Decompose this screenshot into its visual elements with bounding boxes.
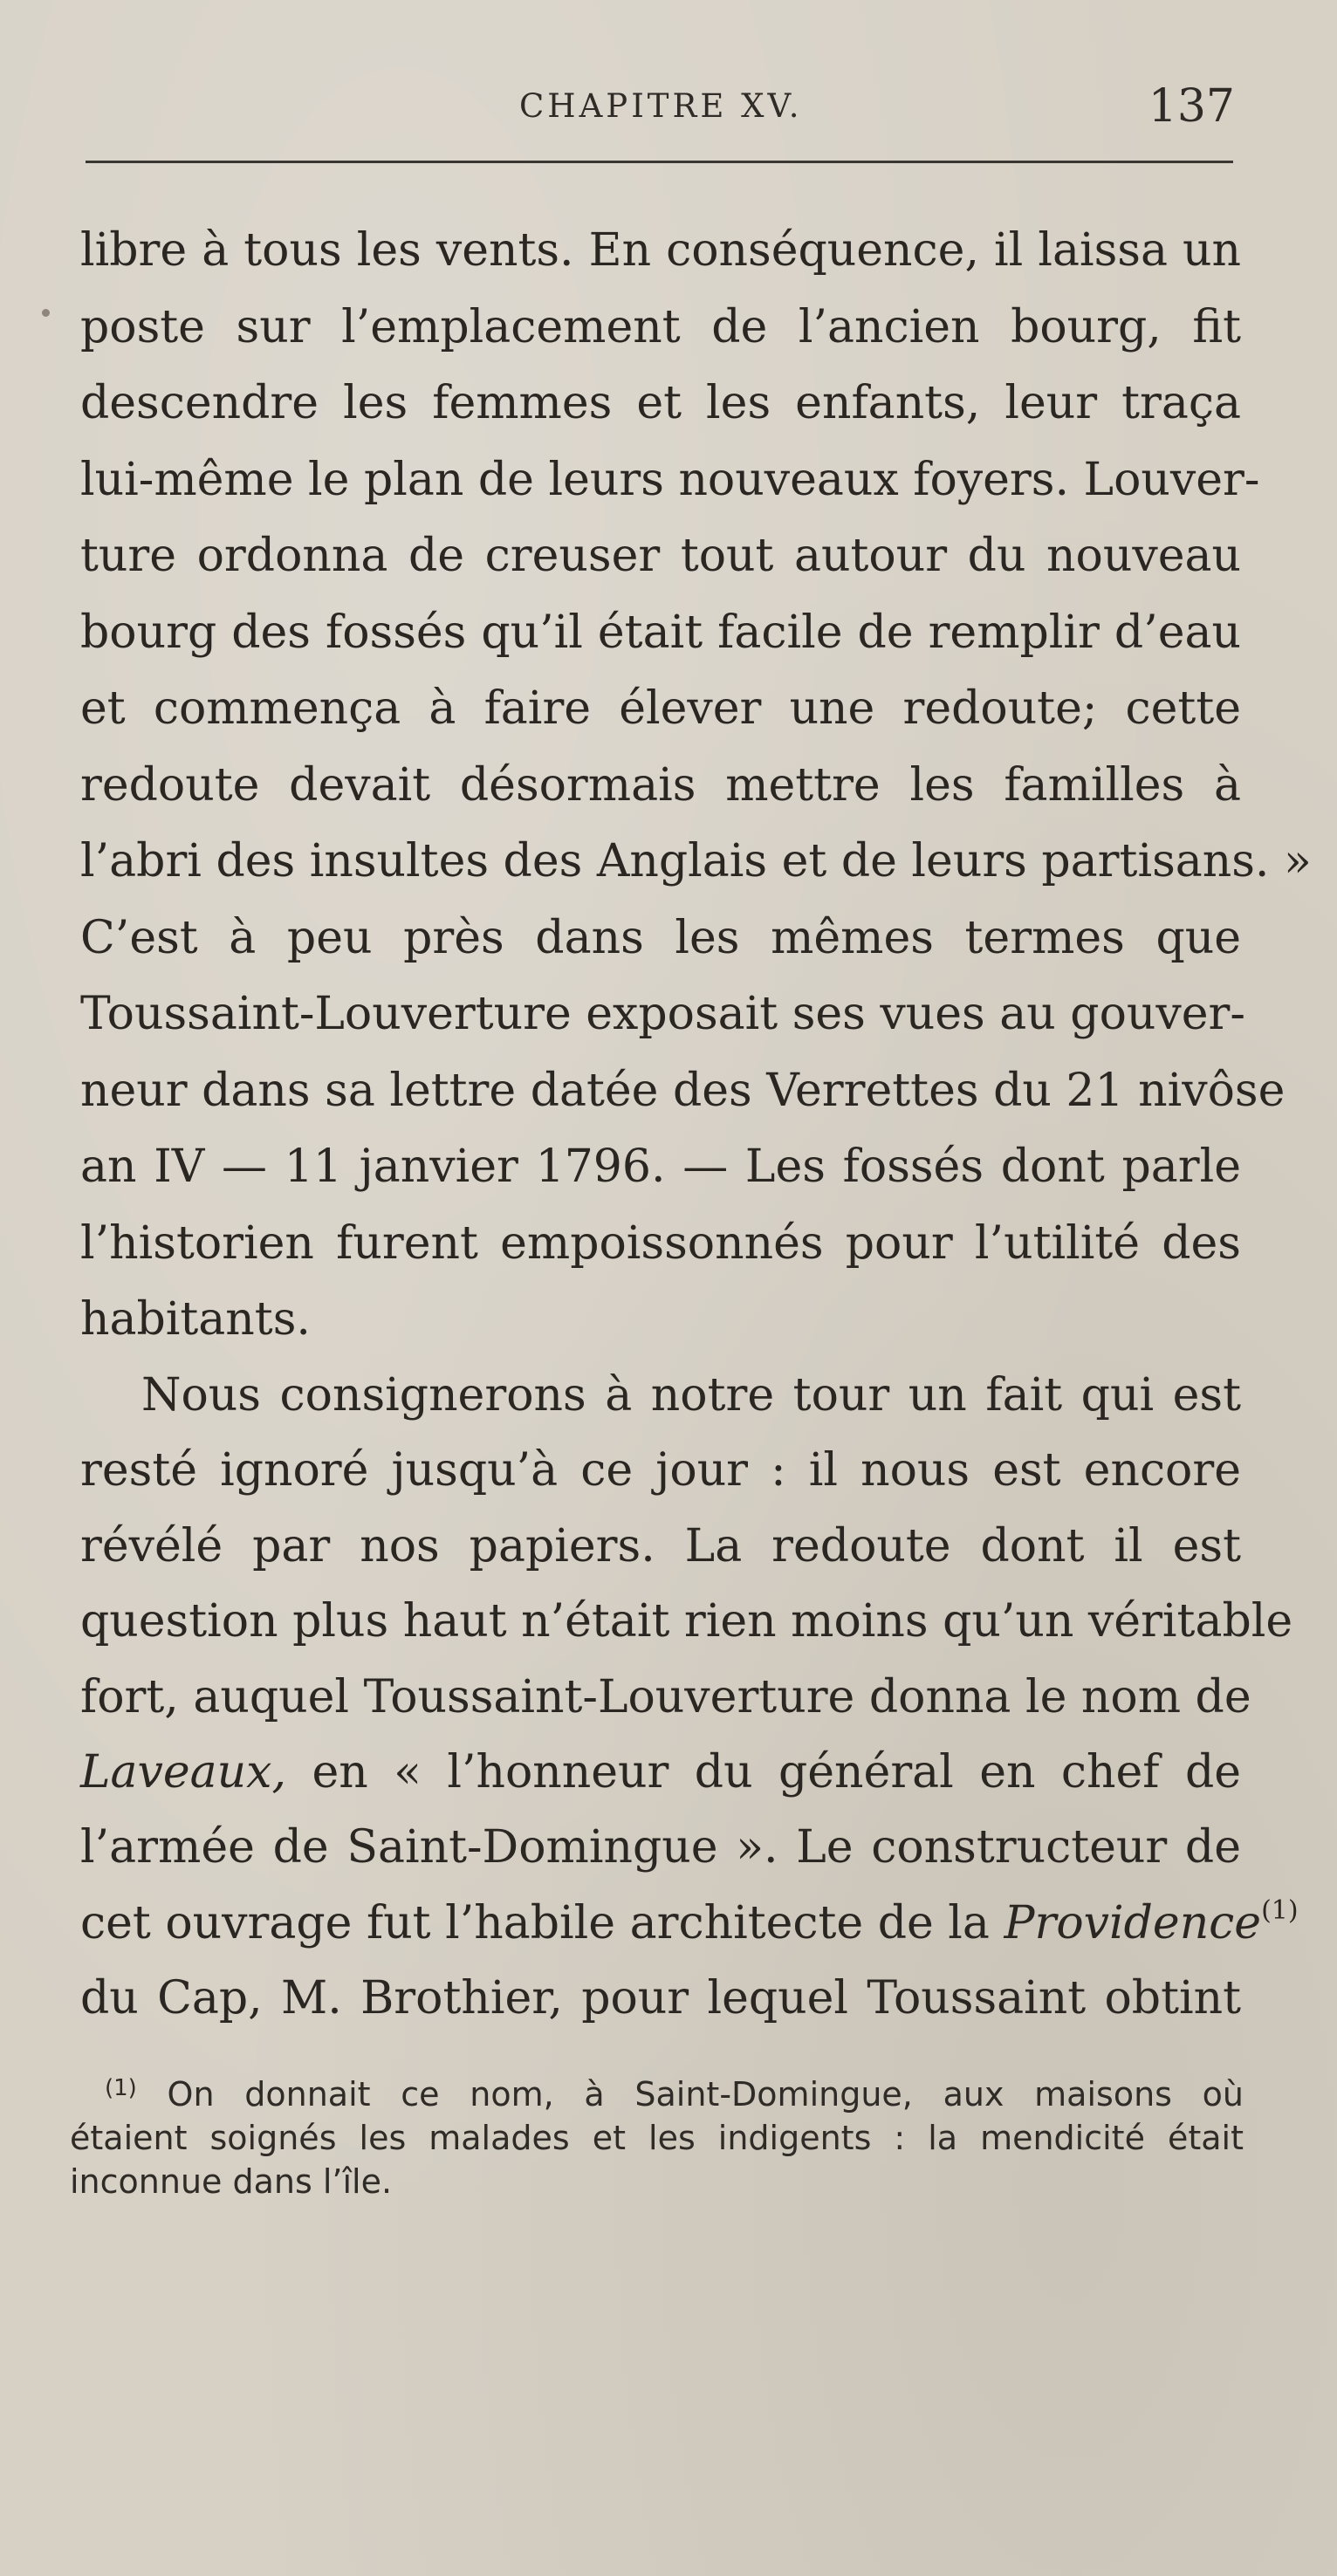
footnote-line: inconnue dans l’île. bbox=[70, 2162, 393, 2201]
paragraph-2 bbox=[80, 1358, 1299, 2037]
text-line: neur dans sa lettre datée des Verrettes du 21 nivôse bbox=[80, 1064, 1286, 1117]
text-line: question plus haut n’était rien moins qu’un véritable bbox=[80, 1595, 1293, 1648]
text-line: poste sur l’emplacement de l’ancien bourg, fit bbox=[80, 300, 1241, 353]
margin-ink-spot bbox=[42, 309, 50, 317]
header-rule bbox=[86, 161, 1233, 163]
text-line: l’abri des insultes des Anglais et de leurs partisans. » bbox=[80, 835, 1312, 887]
running-header bbox=[79, 80, 1235, 141]
text-line: Toussaint-Louverture exposait ses vues au gouver- bbox=[80, 988, 1245, 1040]
footnote-marker: (1) bbox=[105, 2075, 137, 2101]
text-line: l’historien furent empoissonnés pour l’utilité des bbox=[80, 1216, 1241, 1270]
italic-name-laveaux: Laveaux, bbox=[80, 1745, 287, 1798]
footnote-line: étaient soignés les malades et les indigents : la mendicité était bbox=[70, 2119, 1244, 2157]
text-line: libre à tous les vents. En conséquence, il laissa un bbox=[80, 224, 1241, 277]
text-line: lui-même le plan de leurs nouveaux foyers. Louver- bbox=[80, 453, 1260, 506]
page-number: 137 bbox=[1148, 80, 1235, 133]
chapter-title: CHAPITRE XV. bbox=[519, 87, 803, 125]
footnote-line bbox=[70, 2072, 1244, 2116]
text-line: Nous consignerons à notre tour un fait qui est bbox=[141, 1369, 1241, 1422]
text-line: habitants. bbox=[80, 1293, 311, 1346]
footnote-reference: (1) bbox=[1261, 1894, 1299, 1926]
text-line: an IV — 11 janvier 1796. — Les fossés dont parle bbox=[80, 1141, 1241, 1193]
text-line: révélé par nos papiers. La redoute dont il est bbox=[80, 1519, 1241, 1572]
text-line: resté ignoré jusqu’à ce jour : il nous est encore bbox=[80, 1444, 1241, 1497]
text-line: descendre les femmes et les enfants, leur traça bbox=[80, 377, 1241, 429]
text-line: redoute devait désormais mettre les familles à bbox=[80, 758, 1241, 812]
text-line-laveaux bbox=[80, 1735, 1241, 1810]
text-line: bourg des fossés qu’il était facile de remplir d’eau bbox=[80, 606, 1241, 659]
footnote bbox=[70, 2072, 1244, 2203]
text-line-providence bbox=[80, 1886, 1299, 1961]
paragraph-1 bbox=[80, 213, 1312, 1359]
text-line: et commença à faire élever une redoute; cette bbox=[80, 682, 1241, 735]
text-line: du Cap, M. Brothier, pour lequel Toussaint obtint bbox=[80, 1972, 1241, 2025]
text-segment: cet ouvrage fut l’habile architecte de la bbox=[80, 1896, 1004, 1949]
text-line: fort, auquel Toussaint-Louverture donna le nom de bbox=[80, 1670, 1251, 1723]
italic-name-providence: Providence bbox=[1004, 1896, 1262, 1949]
text-line: ture ordonna de creuser tout autour du nouveau bbox=[80, 530, 1241, 582]
text-line: C’est à peu près dans les mêmes termes que bbox=[80, 911, 1241, 964]
text-segment: On donnait ce nom, à Saint-Domingue, aux maisons où bbox=[136, 2075, 1244, 2114]
text-segment: en « l’honneur du général en chef de bbox=[286, 1745, 1241, 1798]
text-line: l’armée de Saint-Domingue ». Le constructeur de bbox=[80, 1821, 1241, 1874]
